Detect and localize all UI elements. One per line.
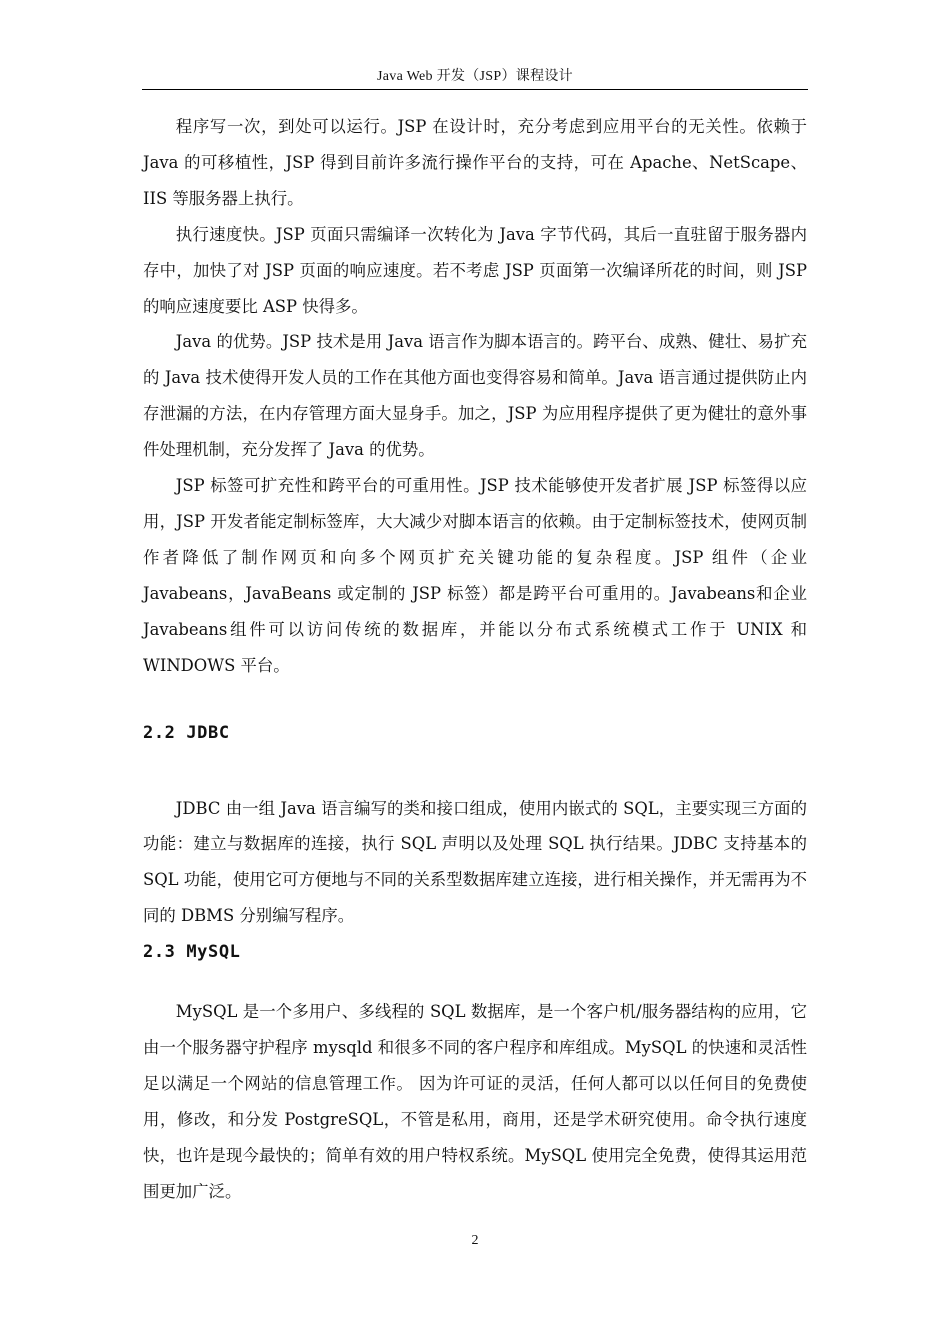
paragraph-tag-extensibility: JSP 标签可扩充性和跨平台的可重用性。JSP 技术能够使开发者扩展 JSP 标签得以应用，JSP 开发者能定制标签库，大大减少对脚本语言的依赖。由于定制标签技术，使网页制作者降低了制作网页和向多个网页扩充关键功能的复杂程度。JSP 组件（企业 Javabeans，JavaBeans 或定制的 JSP 标签）都是跨平台可重用的。Javabeans和企业 Javabeans组件可以访问传统的数据库，并能以分布式系统模式工作于 UNIX 和 WINDOWS 平台。 — [143, 476, 807, 675]
paragraph-java-advantage: Java 的优势。JSP 技术是用 Java 语言作为脚本语言的。跨平台、成熟、健壮、易扩充的 Java 技术使得开发人员的工作在其他方面也变得容易和简单。Java 语言通过提供防止内存泄漏的方法，在内存管理方面大显身手。加之，JSP 为应用程序提供了更为健壮的意外事件处理机制，充分发挥了 Java 的优势。 — [143, 332, 807, 460]
header-rule — [142, 89, 808, 90]
paragraph-jdbc: JDBC 由一组 Java 语言编写的类和接口组成，使用内嵌式的 SQL，主要实现三方面的功能：建立与数据库的连接，执行 SQL 声明以及处理 SQL 执行结果。JDBC 支持基本的 SQL 功能，使用它可方便地与不同的关系型数据库建立连接，进行相关操作，并无需再为不同的 DBMS 分别编写程序。 — [143, 798, 807, 926]
page-header: Java Web 开发（JSP）课程设计 — [377, 69, 573, 84]
section-heading-jdbc: 2.2 JDBC — [143, 722, 230, 743]
paragraph-mysql: MySQL 是一个多用户、多线程的 SQL 数据库，是一个客户机/服务器结构的应用，它由一个服务器守护程序 mysqld 和很多不同的客户程序和库组成。MySQL 的快速和灵活性足以满足一个网站的信息管理工作。 因为许可证的灵活，任何人都可以以任何目的免费使用，修改，和分发 PostgreSQL，不管是私用，商用，还是学术研究使用。命令执行速度快，也许是现今最快的；简单有效的用户特权系统。MySQL 使用完全免费，使得其运用范围更加广泛。 — [143, 1002, 807, 1201]
paragraph-portability: 程序写一次，到处可以运行。JSP 在设计时，充分考虑到应用平台的无关性。依赖于 Java 的可移植性，JSP 得到目前许多流行操作平台的支持，可在 Apache、NetScape、IIS 等服务器上执行。 — [143, 117, 807, 208]
paragraph-speed: 执行速度快。JSP 页面只需编译一次转化为 Java 字节代码，其后一直驻留于服务器内存中，加快了对 JSP 页面的响应速度。若不考虑 JSP 页面第一次编译所花的时间，则 JSP 的响应速度要比 ASP 快得多。 — [143, 224, 807, 316]
page-number: 2 — [471, 1233, 479, 1248]
section-heading-mysql: 2.3 MySQL — [143, 942, 241, 963]
document-body — [143, 109, 807, 1210]
